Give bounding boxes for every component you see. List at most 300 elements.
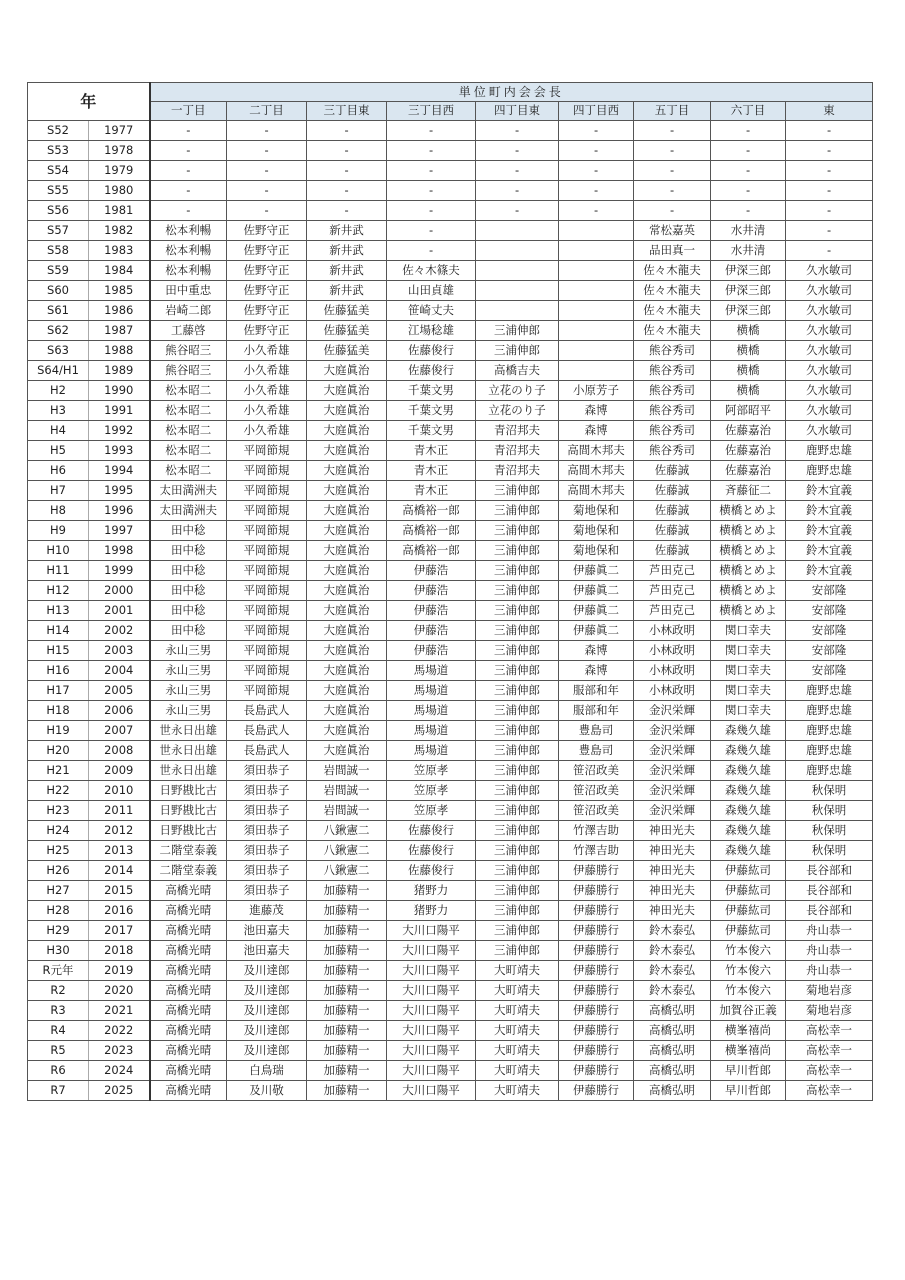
header-row-columns xyxy=(28,102,873,121)
name-cell: 大庭眞治 xyxy=(307,441,387,461)
name-cell: 伊藤勝行 xyxy=(559,961,634,981)
name-cell: 及川達郎 xyxy=(227,1021,307,1041)
name-cell: 高間木邦夫 xyxy=(559,481,634,501)
name-cell: 菊地保和 xyxy=(559,521,634,541)
name-cell: 安部隆 xyxy=(786,601,873,621)
name-cell: 小林政明 xyxy=(634,621,711,641)
name-cell: 高橋弘明 xyxy=(634,1081,711,1101)
table-row xyxy=(28,521,873,541)
name-cell: 須田恭子 xyxy=(227,861,307,881)
name-cell: 高橋裕一郎 xyxy=(387,501,476,521)
name-cell: 池田嘉夫 xyxy=(227,921,307,941)
name-cell: 田中稔 xyxy=(150,601,227,621)
name-cell: - xyxy=(150,161,227,181)
name-cell: 平岡節規 xyxy=(227,501,307,521)
name-cell: - xyxy=(476,121,559,141)
name-cell: 佐藤嘉治 xyxy=(711,441,786,461)
name-cell: 大庭眞治 xyxy=(307,661,387,681)
table-row xyxy=(28,1041,873,1061)
name-cell: 平岡節規 xyxy=(227,621,307,641)
name-cell: 三浦伸郎 xyxy=(476,641,559,661)
name-cell: 岩間誠一 xyxy=(307,801,387,821)
name-cell: 伊藤勝行 xyxy=(559,1001,634,1021)
name-cell: 長谷部和 xyxy=(786,901,873,921)
name-cell: 鈴木泰弘 xyxy=(634,921,711,941)
name-cell: 秋保明 xyxy=(786,821,873,841)
name-cell: 小林政明 xyxy=(634,661,711,681)
name-cell: 三浦伸郎 xyxy=(476,561,559,581)
name-cell: 鈴木宜義 xyxy=(786,481,873,501)
name-cell: - xyxy=(387,141,476,161)
name-cell: 豊島司 xyxy=(559,741,634,761)
name-cell: 猪野力 xyxy=(387,881,476,901)
name-cell: 佐藤誠 xyxy=(634,481,711,501)
name-cell: 岩間誠一 xyxy=(307,761,387,781)
name-cell: 佐野守正 xyxy=(227,261,307,281)
name-cell: 金沢栄輝 xyxy=(634,701,711,721)
name-cell: 伊深三郎 xyxy=(711,261,786,281)
column-header-3chome-west: 三丁目西 xyxy=(387,102,476,121)
name-cell: 横橋とめよ xyxy=(711,601,786,621)
year-cell: 2018 xyxy=(89,941,150,961)
name-cell: 久水敏司 xyxy=(786,261,873,281)
era-cell: S59 xyxy=(28,261,89,281)
name-cell: 森幾久雄 xyxy=(711,721,786,741)
era-cell: H23 xyxy=(28,801,89,821)
name-cell: 森幾久雄 xyxy=(711,741,786,761)
year-cell: 2014 xyxy=(89,861,150,881)
name-cell: 世永日出雄 xyxy=(150,741,227,761)
name-cell: 高橋裕一郎 xyxy=(387,541,476,561)
name-cell: 佐藤俊行 xyxy=(387,361,476,381)
table-row xyxy=(28,701,873,721)
name-cell: - xyxy=(786,201,873,221)
name-cell: 大庭眞治 xyxy=(307,741,387,761)
table-row xyxy=(28,581,873,601)
name-cell: 大庭眞治 xyxy=(307,421,387,441)
name-cell xyxy=(559,241,634,261)
name-cell: 水井清 xyxy=(711,241,786,261)
name-cell: 大庭眞治 xyxy=(307,601,387,621)
year-cell: 2010 xyxy=(89,781,150,801)
name-cell xyxy=(559,341,634,361)
name-cell: 大川口陽平 xyxy=(387,941,476,961)
name-cell: 三浦伸郎 xyxy=(476,601,559,621)
year-cell: 2024 xyxy=(89,1061,150,1081)
name-cell: 長谷部和 xyxy=(786,861,873,881)
era-cell: H29 xyxy=(28,921,89,941)
year-cell: 2001 xyxy=(89,601,150,621)
name-cell: - xyxy=(711,201,786,221)
name-cell: 神田光夫 xyxy=(634,821,711,841)
name-cell: 日野戡比古 xyxy=(150,801,227,821)
table-row xyxy=(28,201,873,221)
name-cell: 大町靖夫 xyxy=(476,961,559,981)
name-cell: 笠原孝 xyxy=(387,801,476,821)
era-cell: H8 xyxy=(28,501,89,521)
table-row xyxy=(28,1061,873,1081)
name-cell: 舟山恭一 xyxy=(786,921,873,941)
table-row xyxy=(28,761,873,781)
name-cell: 安部隆 xyxy=(786,641,873,661)
table-row xyxy=(28,1001,873,1021)
name-cell: 新井武 xyxy=(307,241,387,261)
name-cell: 菊地保和 xyxy=(559,501,634,521)
year-cell: 1998 xyxy=(89,541,150,561)
name-cell: - xyxy=(634,121,711,141)
name-cell: 三浦伸郎 xyxy=(476,861,559,881)
name-cell: 加藤精一 xyxy=(307,1041,387,1061)
name-cell: 田中重忠 xyxy=(150,281,227,301)
name-cell: 小原芳子 xyxy=(559,381,634,401)
name-cell: 永山三男 xyxy=(150,661,227,681)
name-cell: 八鍬憲二 xyxy=(307,841,387,861)
name-cell: 関口幸夫 xyxy=(711,641,786,661)
name-cell: 早川哲郎 xyxy=(711,1061,786,1081)
name-cell: 伊深三郎 xyxy=(711,301,786,321)
name-cell: 佐藤猛美 xyxy=(307,301,387,321)
era-cell: H22 xyxy=(28,781,89,801)
name-cell: 三浦伸郎 xyxy=(476,941,559,961)
year-cell: 2008 xyxy=(89,741,150,761)
name-cell: 大庭眞治 xyxy=(307,521,387,541)
table-row xyxy=(28,261,873,281)
name-cell: 高橋光晴 xyxy=(150,1081,227,1101)
name-cell: 青沼邦夫 xyxy=(476,421,559,441)
name-cell: 須田恭子 xyxy=(227,781,307,801)
year-cell: 1993 xyxy=(89,441,150,461)
year-cell: 1992 xyxy=(89,421,150,441)
name-cell: 横橋 xyxy=(711,381,786,401)
name-cell: - xyxy=(634,201,711,221)
year-cell: 2003 xyxy=(89,641,150,661)
name-cell: 平岡節規 xyxy=(227,601,307,621)
name-cell: 金沢栄輝 xyxy=(634,781,711,801)
name-cell: 日野戡比古 xyxy=(150,781,227,801)
name-cell: 田中稔 xyxy=(150,561,227,581)
name-cell: 佐藤誠 xyxy=(634,521,711,541)
name-cell: 佐々木龍夫 xyxy=(634,321,711,341)
name-cell: 高橋光晴 xyxy=(150,961,227,981)
name-cell: 岩崎二郎 xyxy=(150,301,227,321)
name-cell: 安部隆 xyxy=(786,621,873,641)
name-cell: 横橋 xyxy=(711,321,786,341)
name-cell: 佐々木龍夫 xyxy=(634,261,711,281)
name-cell: 青木正 xyxy=(387,481,476,501)
year-cell: 1985 xyxy=(89,281,150,301)
name-cell: 横橋 xyxy=(711,361,786,381)
name-cell: 工藤啓 xyxy=(150,321,227,341)
name-cell: 大庭眞治 xyxy=(307,401,387,421)
name-cell: 高橋吉夫 xyxy=(476,361,559,381)
name-cell: 熊谷秀司 xyxy=(634,441,711,461)
year-cell: 2022 xyxy=(89,1021,150,1041)
name-cell: 早川哲郎 xyxy=(711,1081,786,1101)
name-cell: 大川口陽平 xyxy=(387,1081,476,1101)
name-cell: 佐野守正 xyxy=(227,221,307,241)
year-cell: 2020 xyxy=(89,981,150,1001)
name-cell: 鈴木泰弘 xyxy=(634,941,711,961)
name-cell: 青木正 xyxy=(387,461,476,481)
name-cell: 山田貞雄 xyxy=(387,281,476,301)
name-cell: - xyxy=(387,221,476,241)
name-cell: 横橋とめよ xyxy=(711,501,786,521)
column-header-4chome-east: 四丁目東 xyxy=(476,102,559,121)
name-cell: 伊藤眞二 xyxy=(559,621,634,641)
name-cell: 伊藤勝行 xyxy=(559,981,634,1001)
name-cell: 森博 xyxy=(559,401,634,421)
name-cell: - xyxy=(150,141,227,161)
era-cell: H24 xyxy=(28,821,89,841)
name-cell xyxy=(559,261,634,281)
table-row xyxy=(28,341,873,361)
name-cell: 加藤精一 xyxy=(307,961,387,981)
table-row xyxy=(28,161,873,181)
year-cell: 1988 xyxy=(89,341,150,361)
name-cell: 秋保明 xyxy=(786,841,873,861)
era-cell: H19 xyxy=(28,721,89,741)
table-row xyxy=(28,481,873,501)
name-cell: - xyxy=(634,141,711,161)
year-cell: 1999 xyxy=(89,561,150,581)
name-cell: 池田嘉夫 xyxy=(227,941,307,961)
year-cell: 1984 xyxy=(89,261,150,281)
era-cell: H30 xyxy=(28,941,89,961)
name-cell: 大川口陽平 xyxy=(387,1021,476,1041)
name-cell: 加藤精一 xyxy=(307,1021,387,1041)
name-cell: 佐々木篠夫 xyxy=(387,261,476,281)
name-cell: 高橋弘明 xyxy=(634,1021,711,1041)
name-cell: 佐野守正 xyxy=(227,301,307,321)
name-cell: 久水敏司 xyxy=(786,281,873,301)
name-cell: 笹沼政美 xyxy=(559,781,634,801)
era-cell: H20 xyxy=(28,741,89,761)
name-cell: 安部隆 xyxy=(786,581,873,601)
name-cell: 松本利暢 xyxy=(150,221,227,241)
name-cell: 三浦伸郎 xyxy=(476,341,559,361)
name-cell: 鹿野忠雄 xyxy=(786,461,873,481)
name-cell: 関口幸夫 xyxy=(711,681,786,701)
name-cell: 水井清 xyxy=(711,221,786,241)
era-cell: R2 xyxy=(28,981,89,1001)
name-cell: 大庭眞治 xyxy=(307,561,387,581)
table-row xyxy=(28,981,873,1001)
name-cell: 伊藤勝行 xyxy=(559,1081,634,1101)
name-cell: 伊藤眞二 xyxy=(559,581,634,601)
name-cell: 芦田克己 xyxy=(634,581,711,601)
name-cell: - xyxy=(711,181,786,201)
name-cell: - xyxy=(559,141,634,161)
name-cell: 三浦伸郎 xyxy=(476,781,559,801)
name-cell: 高松幸一 xyxy=(786,1041,873,1061)
name-cell: 世永日出雄 xyxy=(150,721,227,741)
era-cell: S56 xyxy=(28,201,89,221)
name-cell: 熊谷昭三 xyxy=(150,341,227,361)
name-cell: 三浦伸郎 xyxy=(476,821,559,841)
name-cell: - xyxy=(387,241,476,261)
table-row xyxy=(28,601,873,621)
table-row xyxy=(28,501,873,521)
name-cell: 立花のり子 xyxy=(476,401,559,421)
name-cell: - xyxy=(150,121,227,141)
name-cell: 笹沼政美 xyxy=(559,801,634,821)
header-row-group xyxy=(28,83,873,102)
name-cell: 神田光夫 xyxy=(634,861,711,881)
name-cell: 加藤精一 xyxy=(307,1001,387,1021)
name-cell: 小林政明 xyxy=(634,641,711,661)
name-cell: 須田恭子 xyxy=(227,801,307,821)
table-row xyxy=(28,561,873,581)
name-cell: 平岡節規 xyxy=(227,641,307,661)
name-cell: - xyxy=(711,141,786,161)
table-row xyxy=(28,801,873,821)
name-cell xyxy=(476,301,559,321)
table-row xyxy=(28,921,873,941)
name-cell: - xyxy=(476,201,559,221)
name-cell: 須田恭子 xyxy=(227,881,307,901)
name-cell xyxy=(476,261,559,281)
year-cell: 2016 xyxy=(89,901,150,921)
name-cell: 加藤精一 xyxy=(307,1081,387,1101)
name-cell: 日野戡比古 xyxy=(150,821,227,841)
name-cell: 大町靖夫 xyxy=(476,1001,559,1021)
name-cell: 大川口陽平 xyxy=(387,1041,476,1061)
name-cell: 三浦伸郎 xyxy=(476,541,559,561)
era-cell: H18 xyxy=(28,701,89,721)
era-cell: H16 xyxy=(28,661,89,681)
year-cell: 1989 xyxy=(89,361,150,381)
name-cell: 森幾久雄 xyxy=(711,781,786,801)
era-cell: S55 xyxy=(28,181,89,201)
name-cell: 久水敏司 xyxy=(786,341,873,361)
name-cell: 品田真一 xyxy=(634,241,711,261)
name-cell: 高橋光晴 xyxy=(150,921,227,941)
name-cell xyxy=(559,281,634,301)
table-row xyxy=(28,941,873,961)
name-cell: 須田恭子 xyxy=(227,821,307,841)
name-cell: 久水敏司 xyxy=(786,421,873,441)
era-cell: R3 xyxy=(28,1001,89,1021)
table-row xyxy=(28,121,873,141)
name-cell: 平岡節規 xyxy=(227,661,307,681)
name-cell: 竹澤吉助 xyxy=(559,821,634,841)
name-cell: 伊藤眞二 xyxy=(559,561,634,581)
name-cell: 松本利暢 xyxy=(150,241,227,261)
name-cell: 田中稔 xyxy=(150,581,227,601)
name-cell: 岩間誠一 xyxy=(307,781,387,801)
year-cell: 2015 xyxy=(89,881,150,901)
name-cell: 及川達郎 xyxy=(227,981,307,1001)
name-cell: 青沼邦夫 xyxy=(476,461,559,481)
name-cell: 新井武 xyxy=(307,281,387,301)
name-cell: 及川達郎 xyxy=(227,1041,307,1061)
year-cell: 2007 xyxy=(89,721,150,741)
era-cell: H6 xyxy=(28,461,89,481)
era-cell: H27 xyxy=(28,881,89,901)
name-cell: 伊藤勝行 xyxy=(559,1041,634,1061)
name-cell: 鈴木宜義 xyxy=(786,561,873,581)
name-cell: 菊地保和 xyxy=(559,541,634,561)
table-row xyxy=(28,781,873,801)
name-cell: 金沢栄輝 xyxy=(634,741,711,761)
era-cell: S61 xyxy=(28,301,89,321)
name-cell: 大川口陽平 xyxy=(387,1061,476,1081)
name-cell: 熊谷秀司 xyxy=(634,421,711,441)
table-row xyxy=(28,221,873,241)
name-cell: - xyxy=(476,141,559,161)
name-cell: 小久希雄 xyxy=(227,341,307,361)
name-cell: 笹沼政美 xyxy=(559,761,634,781)
name-cell xyxy=(559,221,634,241)
name-cell: 鹿野忠雄 xyxy=(786,761,873,781)
era-cell: R6 xyxy=(28,1061,89,1081)
table-row xyxy=(28,361,873,381)
name-cell: 菊地岩彦 xyxy=(786,1001,873,1021)
era-cell: H13 xyxy=(28,601,89,621)
name-cell: 森幾久雄 xyxy=(711,761,786,781)
table-row xyxy=(28,861,873,881)
name-cell: 竹澤吉助 xyxy=(559,841,634,861)
table-row xyxy=(28,621,873,641)
era-cell: S62 xyxy=(28,321,89,341)
name-cell: - xyxy=(307,121,387,141)
name-cell: 神田光夫 xyxy=(634,901,711,921)
year-cell: 2019 xyxy=(89,961,150,981)
era-cell: H12 xyxy=(28,581,89,601)
name-cell: 高間木邦夫 xyxy=(559,441,634,461)
table-row xyxy=(28,1081,873,1101)
name-cell: 森博 xyxy=(559,641,634,661)
name-cell: 高橋光晴 xyxy=(150,941,227,961)
name-cell: 久水敏司 xyxy=(786,321,873,341)
name-cell: - xyxy=(476,181,559,201)
era-cell: S54 xyxy=(28,161,89,181)
table-row xyxy=(28,141,873,161)
name-cell: 高橋光晴 xyxy=(150,1041,227,1061)
name-cell: 伊藤勝行 xyxy=(559,901,634,921)
name-cell: 松本昭二 xyxy=(150,441,227,461)
name-cell: 三浦伸郎 xyxy=(476,841,559,861)
name-cell: 竹本俊六 xyxy=(711,961,786,981)
name-cell: - xyxy=(786,241,873,261)
name-cell: 高間木邦夫 xyxy=(559,461,634,481)
name-cell: 森幾久雄 xyxy=(711,821,786,841)
name-cell: 三浦伸郎 xyxy=(476,721,559,741)
name-cell: 芦田克己 xyxy=(634,601,711,621)
name-cell: 平岡節規 xyxy=(227,481,307,501)
name-cell: 加藤精一 xyxy=(307,941,387,961)
name-cell: 三浦伸郎 xyxy=(476,881,559,901)
table-row xyxy=(28,901,873,921)
name-cell: 安部隆 xyxy=(786,661,873,681)
name-cell: 須田恭子 xyxy=(227,761,307,781)
name-cell: - xyxy=(559,121,634,141)
chairperson-table xyxy=(27,82,873,1101)
column-header-1chome: 一丁目 xyxy=(150,102,227,121)
name-cell: 田中稔 xyxy=(150,621,227,641)
name-cell: - xyxy=(387,161,476,181)
name-cell: 佐藤嘉治 xyxy=(711,461,786,481)
name-cell: 伊藤浩 xyxy=(387,581,476,601)
name-cell: 熊谷秀司 xyxy=(634,341,711,361)
name-cell: 加藤精一 xyxy=(307,981,387,1001)
name-cell: 大川口陽平 xyxy=(387,981,476,1001)
name-cell: 横峯禧尚 xyxy=(711,1021,786,1041)
name-cell: 大町靖夫 xyxy=(476,981,559,1001)
era-cell: H15 xyxy=(28,641,89,661)
name-cell: 長島武人 xyxy=(227,741,307,761)
name-cell: 田中稔 xyxy=(150,521,227,541)
